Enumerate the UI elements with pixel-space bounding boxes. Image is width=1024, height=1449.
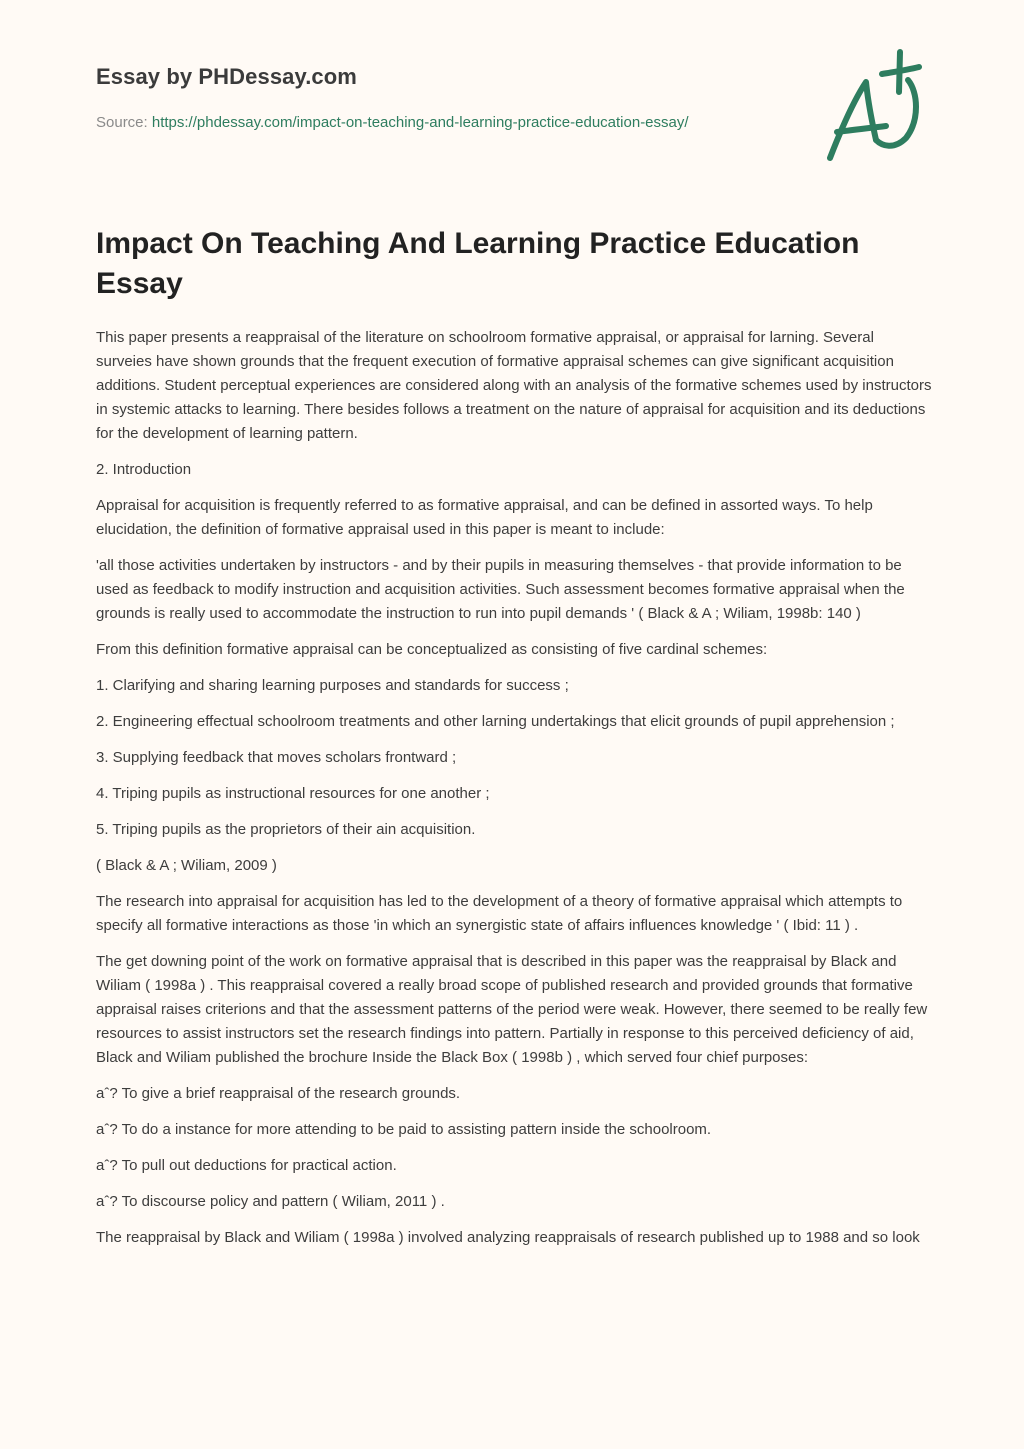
a-plus-grade-icon [822, 42, 932, 167]
section-heading-introduction: 2. Introduction [96, 461, 192, 478]
paragraph: The reappraisal by Black and Wiliam ( 1998a ) involved analyzing reappraisals of research published up to 1988 and so look [96, 1229, 920, 1246]
definition-quote: 'all those activities undertaken by instructors - and by their pupils in measuring themselves - that provide information to be used as feedback to modify instruction and acquisition activities. Such assessment becomes formative appraisal when the grounds is really used to accommodate the instruction to run into pupil demands ' ( Black & A ; Wiliam, 1998b: 140 ) [96, 557, 905, 622]
scheme-list-item: 5. Triping pupils as the proprietors of their ain acquisition. [96, 821, 476, 838]
source-label: Source: [96, 114, 152, 131]
site-brand: Essay by PHDessay.com [96, 64, 357, 89]
scheme-list-item: 4. Triping pupils as instructional resources for one another ; [96, 785, 490, 802]
essay-body [96, 326, 932, 1262]
scheme-list-item: 2. Engineering effectual schoolroom treatments and other larning undertakings that elicit grounds of pupil apprehension ; [96, 713, 895, 730]
purpose-list-item: aˆ? To do a instance for more attending to be paid to assisting pattern inside the schoolroom. [96, 1121, 712, 1138]
purpose-list-item: aˆ? To give a brief reappraisal of the research grounds. [96, 1085, 461, 1102]
paragraph: The get downing point of the work on formative appraisal that is described in this paper was the reappraisal by Black and Wiliam ( 1998a ) . This reappraisal covered a really broad scope of published research and provided grounds that formative appraisal raises criterions and that the assessment patterns of the period were weak. However, there seemed to be really few resources to assist instructors set the research findings into pattern. Partially in response to this perceived deficiency of aid, Black and Wiliam published the brochure Inside the Black Box ( 1998b ) , which served four chief purposes: [96, 953, 928, 1066]
abstract-paragraph: This paper presents a reappraisal of the literature on schoolroom formative appraisal, or appraisal for larning. Several surveies have shown grounds that the frequent execution of formative appraisal schemes can give significant acquisition additions. Student perceptual experiences are considered along with an analysis of the formative schemes used by instructors in systemic attacks to learning. There besides follows a treatment on the nature of appraisal for acquisition and its deductions for the development of learning pattern. [96, 329, 932, 442]
purpose-list-item: aˆ? To pull out deductions for practical action. [96, 1157, 397, 1174]
paragraph: Appraisal for acquisition is frequently referred to as formative appraisal, and can be defined in assorted ways. To help elucidation, the definition of formative appraisal used in this paper is meant to include: [96, 497, 873, 538]
scheme-list-item: 1. Clarifying and sharing learning purposes and standards for success ; [96, 677, 569, 694]
purpose-list-item: aˆ? To discourse policy and pattern ( Wiliam, 2011 ) . [96, 1193, 445, 1210]
source-line [96, 111, 736, 135]
paragraph: From this definition formative appraisal can be conceptualized as consisting of five cardinal schemes: [96, 641, 768, 658]
citation: ( Black & A ; Wiliam, 2009 ) [96, 857, 277, 874]
paragraph: The research into appraisal for acquisition has led to the development of a theory of formative appraisal which attempts to specify all formative interactions as those 'in which an synergistic state of affairs influences knowledge ' ( Ibid: 11 ) . [96, 893, 903, 934]
scheme-list-item: 3. Supplying feedback that moves scholars frontward ; [96, 749, 457, 766]
source-link[interactable]: https://phdessay.com/impact-on-teaching-and-learning-practice-education-essay/ [151, 114, 689, 131]
essay-title: Impact On Teaching And Learning Practice Education Essay [96, 227, 860, 300]
